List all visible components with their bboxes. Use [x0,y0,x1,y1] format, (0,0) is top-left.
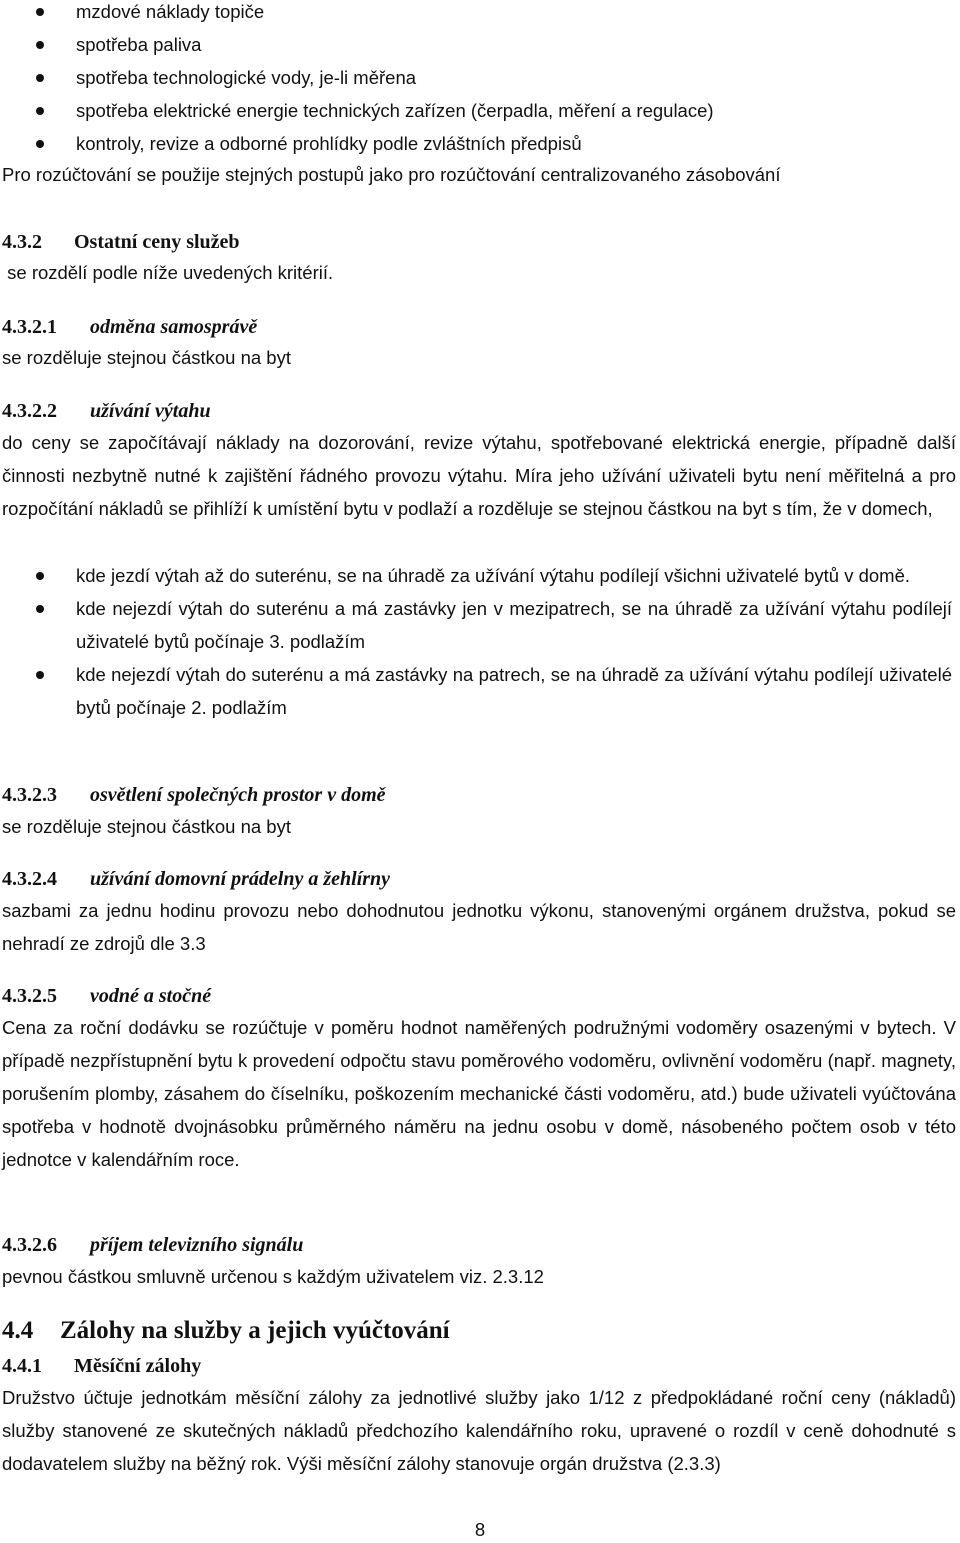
bullet-icon [36,74,44,82]
section-text-4-3-2-1: se rozděluje stejnou částkou na byt [2,347,291,368]
page-number: 8 [474,1519,486,1540]
section-heading-4-3-2-5: 4.3.2.5 vodné a stočné [2,985,212,1007]
section-heading-4-4-1: 4.4.1 Měsíční zálohy [2,1355,202,1377]
bullet-icon [36,572,44,580]
list-item: spotřeba technologické vody, je-li měřena [0,61,956,94]
section-heading-4-3-2-3: 4.3.2.3 osvětlení společných prostor v domě [2,784,386,806]
section-text-4-3-2: se rozdělí podle níže uvedených kritérií. [2,262,334,283]
bullet-icon [36,8,44,16]
bullet-icon [36,107,44,115]
section-text-4-3-2-4: sazbami za jednu hodinu provozu nebo dohodnutou jednotku výkonu, stanovenými orgánem družstva, pokud se nehradí ze zdrojů dle 3.3 [2,900,956,954]
bullet-icon [36,41,44,49]
intro-paragraph: Pro rozúčtování se použije stejných postupů jako pro rozúčtování centralizovaného zásobování [2,164,781,185]
list-item: kde nejezdí výtah do suterénu a má zastávky na patrech, se na úhradě za užívání výtahu podílejí uživatelé bytů počínaje 2. podlažím [0,658,952,724]
cost-items-list [0,0,956,160]
section-text-4-3-2-6: pevnou částkou smluvně určenou s každým uživatelem viz. 2.3.12 [2,1266,544,1287]
section-heading-4-3-2-1: 4.3.2.1 odměna samosprávě [2,316,258,338]
list-item: kde jezdí výtah až do suterénu, se na úhradě za užívání výtahu podílejí všichni uživatelé bytů v domě. [0,559,952,592]
bullet-icon [36,671,44,679]
list-item: kontroly, revize a odborné prohlídky podle zvláštních předpisů [0,127,956,160]
section-heading-4-3-2: 4.3.2 Ostatní ceny služeb [2,231,240,253]
section-text-4-3-2-2: do ceny se započítávají náklady na dozorování, revize výtahu, spotřebované elektrická energie, případně další činnosti nezbytně nutné k zajištění řádného provozu výtahu. Míra jeho užívání uživateli bytu není měřitelná a pro rozpočítání nákladů se přihlíží k umístění bytu v podlaží a rozděluje se stejnou částkou na byt s tím, že v domech, [2,432,956,519]
section-heading-4-4: 4.4 Zálohy na služby a jejich vyúčtování [2,1317,450,1344]
section-heading-4-3-2-4: 4.3.2.4 užívání domovní prádelny a žehlírny [2,868,391,890]
list-item: mzdové náklady topiče [0,0,956,28]
section-text-4-3-2-5: Cena za roční dodávku se rozúčtuje v poměru hodnot naměřených podružnými vodoměry osazenými v bytech. V případě nezpřístupnění bytu k provedení odpočtu stavu poměrového vodoměru, ovlivnění vodoměru (např. magnety, porušením plomby, zásahem do číselníku, poškozením mechanické části vodoměru, atd.) bude uživateli vyúčtována spotřeba v hodnotě dvojnásobku průměrného náměru na jednu osobu v domě, násobeného počtem osob v této jednotce v kalendářním roce. [2,1017,956,1170]
elevator-rules-list [0,559,956,724]
bullet-icon [36,140,44,148]
section-text-4-3-2-3: se rozděluje stejnou částkou na byt [2,816,291,837]
list-item: spotřeba elektrické energie technických zařízen (čerpadla, měření a regulace) [0,94,956,127]
list-item: spotřeba paliva [0,28,956,61]
section-text-4-4-1: Družstvo účtuje jednotkám měsíční zálohy za jednotlivé služby jako 1/12 z předpokládané roční ceny (nákladů) služby stanovené ze skutečných nákladů předchozího kalendářního roku, upravené o rozdíl v ceně dohodnuté s dodavatelem služby na běžný rok. Výši měsíční zálohy stanovuje orgán družstva (2.3.3) [2,1387,956,1474]
section-heading-4-3-2-6: 4.3.2.6 příjem televizního signálu [2,1234,304,1256]
section-heading-4-3-2-2: 4.3.2.2 užívání výtahu [2,400,211,422]
bullet-icon [36,605,44,613]
list-item: kde nejezdí výtah do suterénu a má zastávky jen v mezipatrech, se na úhradě za užívání výtahu podílejí uživatelé bytů počínaje 3. podlažím [0,592,952,658]
